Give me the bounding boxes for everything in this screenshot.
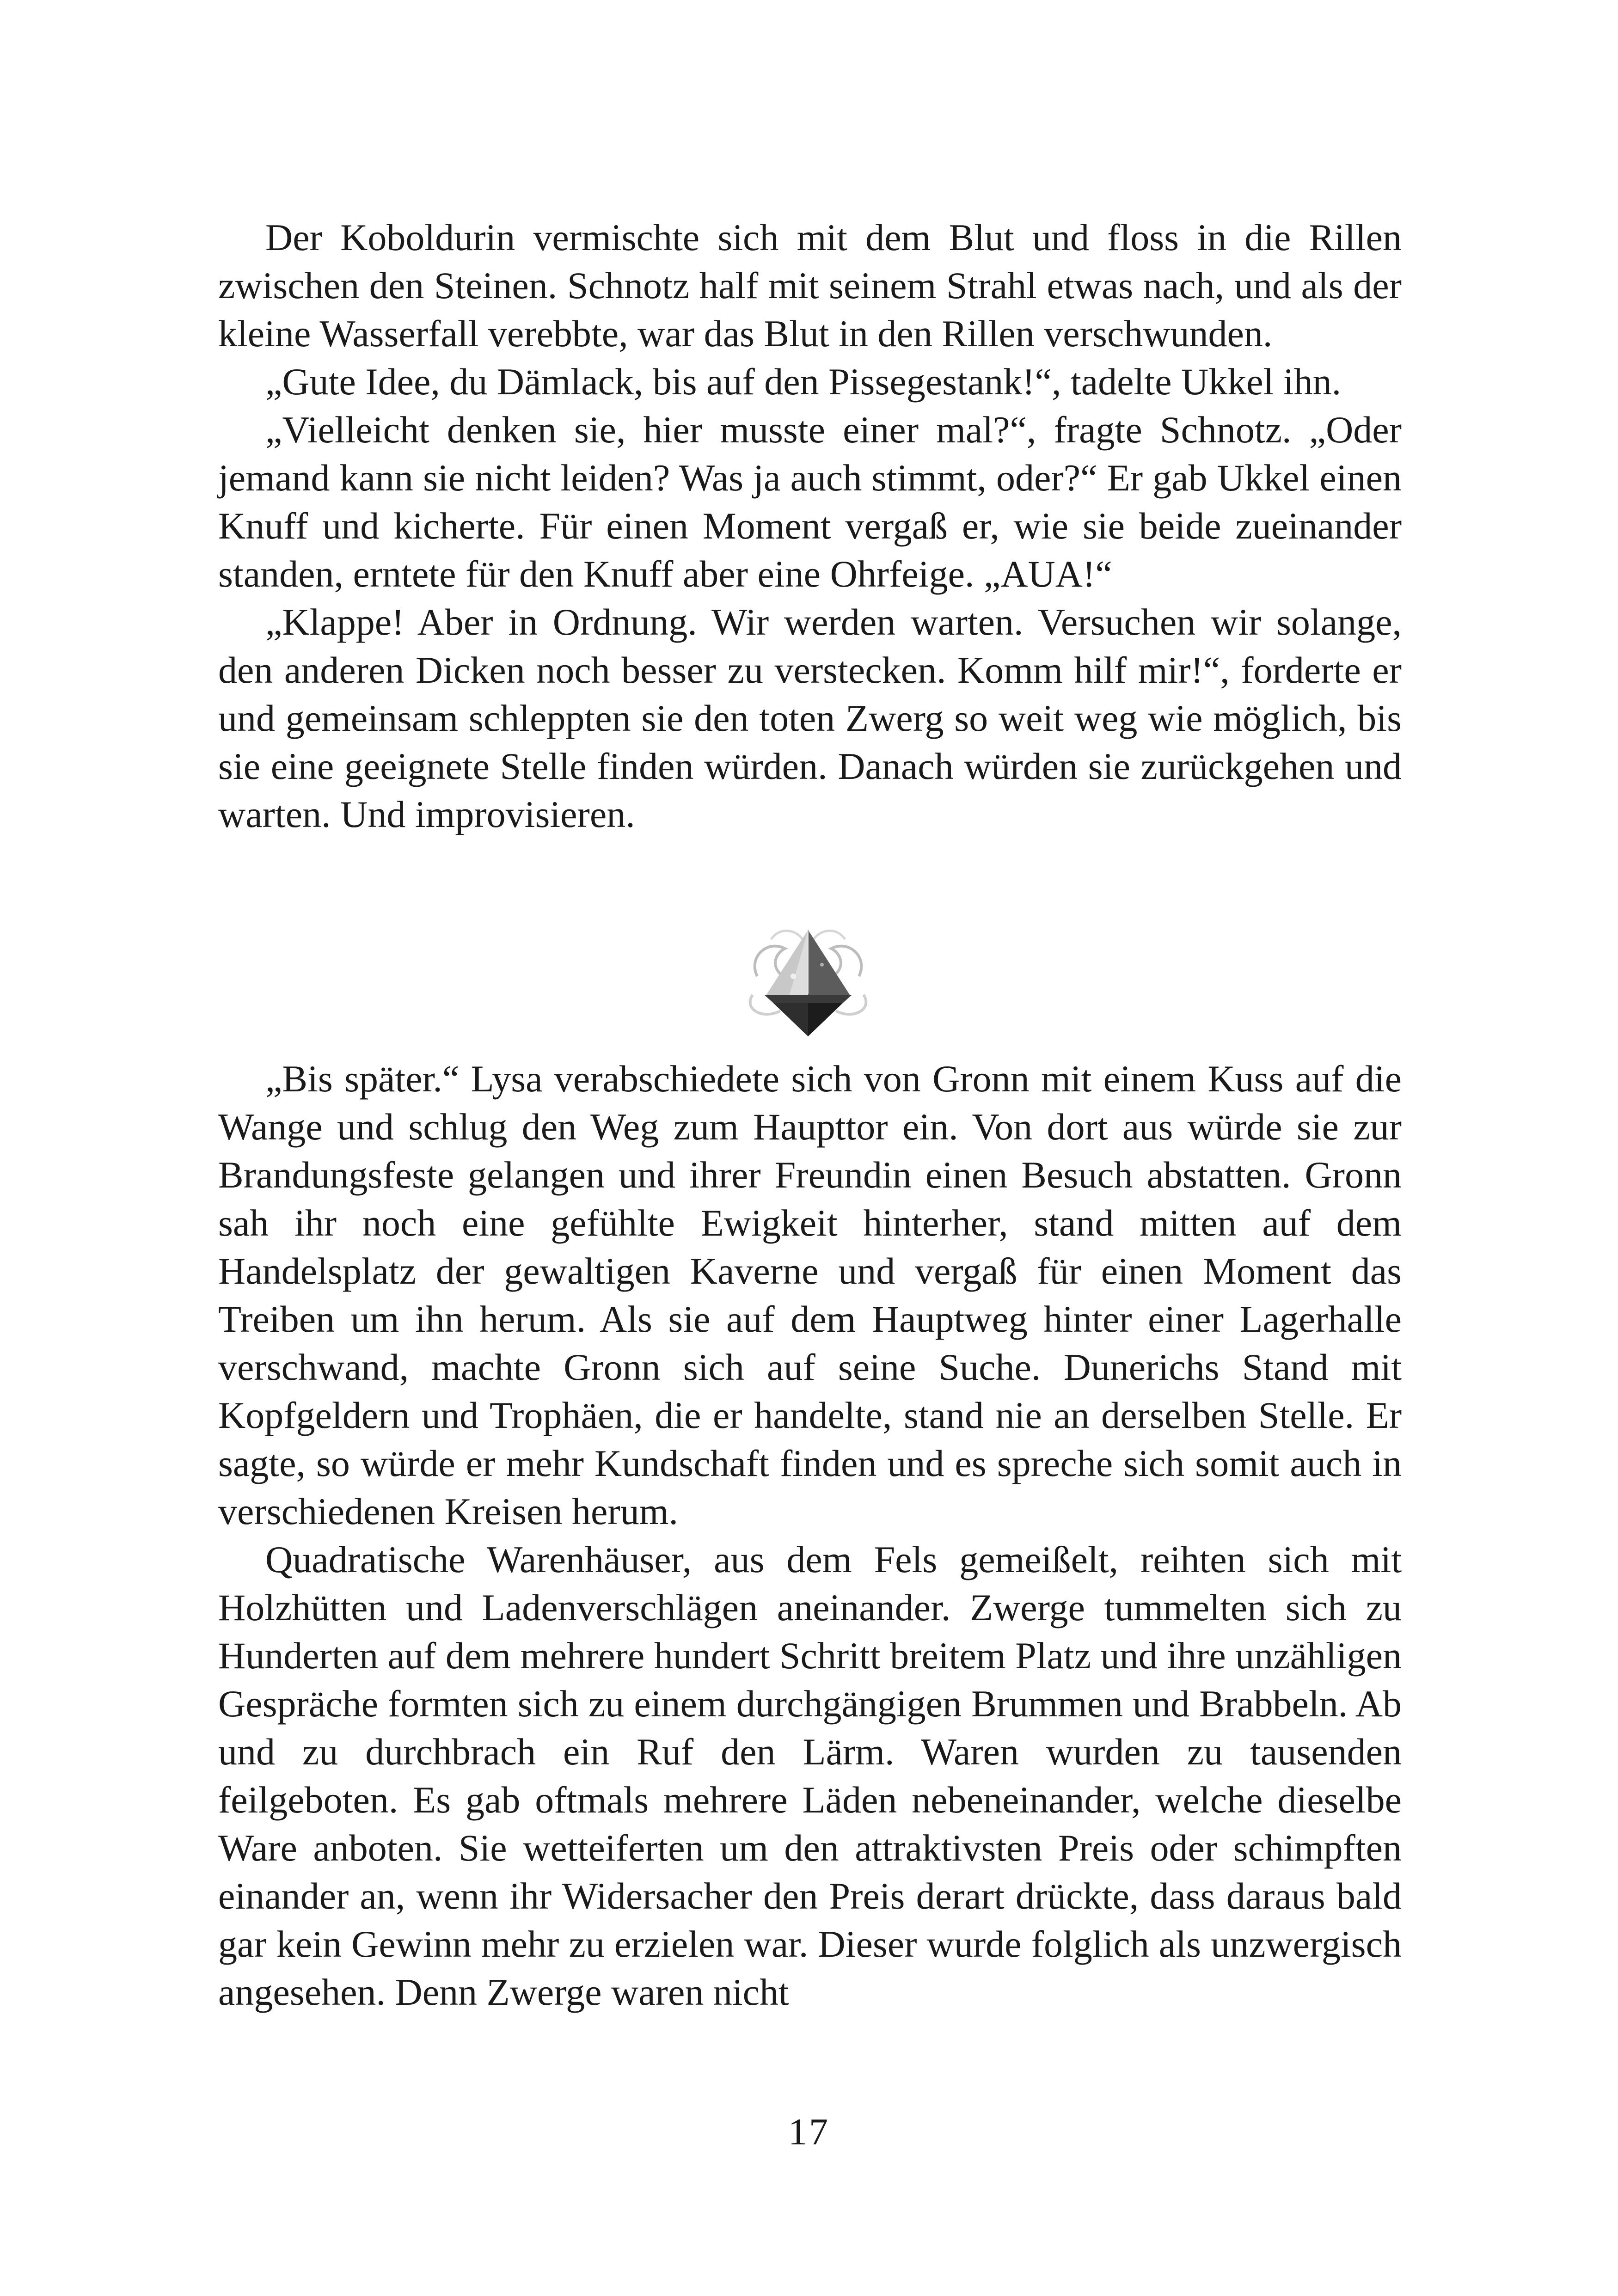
text-section-1 [218,214,1402,839]
page-number: 17 [788,2111,830,2153]
paragraph: „Vielleicht denken sie, hier musste einer mal?“, fragte Schnotz. „Oder jemand kann sie nicht leiden? Was ja auch stimmt, oder?“ Er gab Ukkel einen Knuff und kicherte. Für einen Moment vergaß er, wie sie beide zueinander standen, erntete für den Knuff aber eine Ohrfeige. „AUA!“ [218,409,1402,595]
paragraph: Der Koboldurin vermischte sich mit dem Blut und floss in die Rillen zwischen den Steinen. Schnotz half mit seinem Strahl etwas nach, und als der kleine Wasserfall verebbte, war das Blut in den Rillen verschwunden. [218,216,1402,355]
paragraph: „Gute Idee, du Dämlack, bis auf den Pissegestank!“, tadelte Ukkel ihn. [265,361,1342,403]
text-section-2 [218,1055,1402,2016]
paragraph: „Klappe! Aber in Ordnung. Wir werden warten. Versuchen wir solange, den anderen Dicken noch besser zu verstecken. Komm hilf mir!“, forderte er und gemeinsam schleppten sie den toten Zwerg so weit weg wie möglich, bis sie eine geeignete Stelle finden würden. Danach würden sie zurückgehen und warten. Und improvisieren. [218,601,1402,835]
paragraph: Quadratische Warenhäuser, aus dem Fels gemeißelt, reihten sich mit Holzhütten und Ladenverschlägen aneinander. Zwerge tummelten sich zu Hunderten auf dem mehrere hundert Schritt breitem Platz und ihre unzähligen Gespräche formten sich zu einem durchgängigen Brummen und Brabbeln. Ab und zu durchbrach ein Ruf den Lärm. Waren wurden zu tausenden feilgeboten. Es gab oftmals mehrere Läden nebeneinander, welche dieselbe Ware anboten. Sie wetteiferten um den attraktivsten Preis oder schimpften einander an, wenn ihr Widersacher den Preis derart drückte, dass daraus bald gar kein Gewinn mehr zu erzielen war. Dieser wurde folglich als unzwergisch angesehen. Denn Zwerge waren nicht [218,1538,1402,2013]
paragraph: „Bis später.“ Lysa verabschiedete sich von Gronn mit einem Kuss auf die Wange und schlug den Weg zum Haupttor ein. Von dort aus würde sie zur Brandungsfeste gelangen und ihrer Freundin einen Besuch abstatten. Gronn sah ihr noch eine gefühlte Ewigkeit hinterher, stand mitten auf dem Handelsplatz der gewaltigen Kaverne und vergaß für einen Moment das Treiben um ihn herum. Als sie auf dem Hauptweg hinter einer Lagerhalle verschwand, machte Gronn sich auf seine Suche. Dunerichs Stand mit Kopfgeldern und Trophäen, die er handelte, stand nie an derselben Stelle. Er sagte, so würde er mehr Kundschaft finden und es spreche sich somit auch in verschiedenen Kreisen herum. [218,1058,1402,1532]
crystal-ornament-icon [739,921,877,1041]
